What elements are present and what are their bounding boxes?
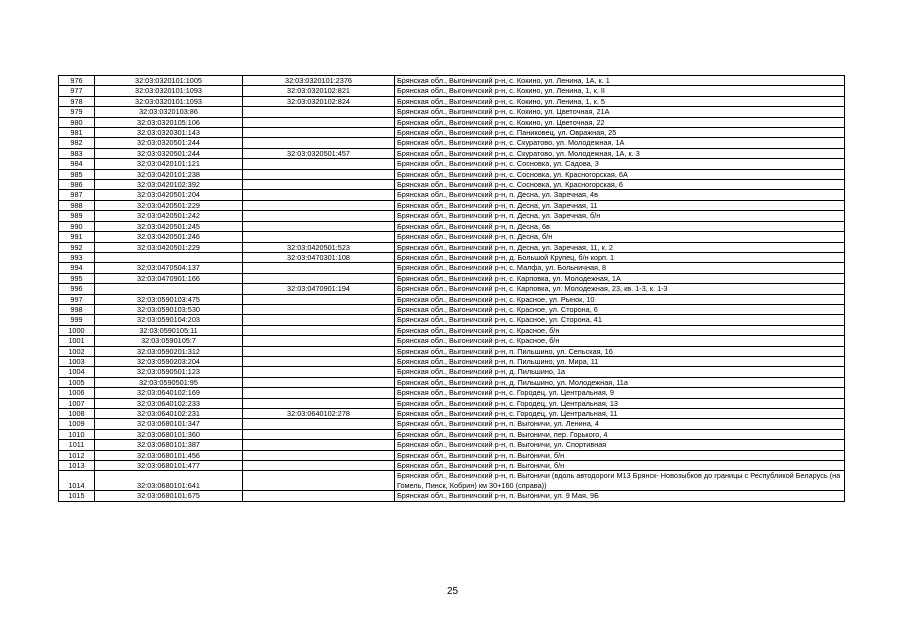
row-number-cell: 984 — [59, 159, 95, 169]
row-number-cell: 1002 — [59, 346, 95, 356]
table-row — [59, 304, 845, 314]
table-row — [59, 461, 845, 471]
row-number-cell: 996 — [59, 284, 95, 294]
row-number-cell: 1004 — [59, 367, 95, 377]
cadastral-number-cell: 32:03:0680101:347 — [95, 419, 243, 429]
table-row — [59, 200, 845, 210]
address-cell: Брянская обл., Выгоничский р-н, с. Городец, ул. Центральная, 13 — [395, 398, 845, 408]
address-cell: Брянская обл., Выгоничский р-н, с. Городец, ул. Центральная, 11 — [395, 409, 845, 419]
table-row — [59, 96, 845, 106]
linked-cadastral-number-cell — [243, 315, 395, 325]
address-cell: Брянская обл., Выгоничский р-н, п. Пильшино, ул. Мира, 11 — [395, 356, 845, 366]
row-number-cell: 987 — [59, 190, 95, 200]
row-number-cell: 985 — [59, 169, 95, 179]
row-number-cell: 1008 — [59, 409, 95, 419]
row-number-cell: 1001 — [59, 336, 95, 346]
cadastral-number-cell: 32:03:0590501:95 — [95, 377, 243, 387]
linked-cadastral-number-cell — [243, 346, 395, 356]
row-number-cell: 981 — [59, 128, 95, 138]
address-cell: Брянская обл., Выгоничский р-н, п. Выгоничи, ул. Спортивная — [395, 440, 845, 450]
linked-cadastral-number-cell — [243, 388, 395, 398]
cadastral-number-cell: 32:03:0680101:456 — [95, 450, 243, 460]
linked-cadastral-number-cell: 32:03:0640102:278 — [243, 409, 395, 419]
table-row — [59, 315, 845, 325]
cadastral-number-cell: 32:03:0420102:392 — [95, 180, 243, 190]
cadastral-number-cell: 32:03:0420501:229 — [95, 200, 243, 210]
cadastral-number-cell: 32:03:0420501:242 — [95, 211, 243, 221]
linked-cadastral-number-cell: 32:03:0320101:2376 — [243, 76, 395, 86]
address-cell: Брянская обл., Выгоничский р-н, с. Кокино, ул. Цветочная, 21А — [395, 107, 845, 117]
row-number-cell: 1006 — [59, 388, 95, 398]
table-row — [59, 263, 845, 273]
table-row — [59, 346, 845, 356]
address-cell: Брянская обл., Выгоничский р-н, с. Красное, ул. Сторона, 6 — [395, 304, 845, 314]
table-row — [59, 409, 845, 419]
table-row — [59, 128, 845, 138]
table-row — [59, 398, 845, 408]
linked-cadastral-number-cell — [243, 180, 395, 190]
row-number-cell: 991 — [59, 232, 95, 242]
linked-cadastral-number-cell — [243, 367, 395, 377]
linked-cadastral-number-cell — [243, 273, 395, 283]
linked-cadastral-number-cell — [243, 221, 395, 231]
row-number-cell: 1014 — [59, 471, 95, 491]
table-row — [59, 107, 845, 117]
address-cell: Брянская обл., Выгоничский р-н, п. Выгоничи, ул. Ленина, 4 — [395, 419, 845, 429]
row-number-cell: 999 — [59, 315, 95, 325]
table-row — [59, 284, 845, 294]
address-cell: Брянская обл., Выгоничский р-н, с. Кокино, ул. Ленина, 1, к. II — [395, 86, 845, 96]
cadastral-number-cell: 32:03:0590501:123 — [95, 367, 243, 377]
linked-cadastral-number-cell — [243, 159, 395, 169]
cadastral-number-cell: 32:03:0320101:1005 — [95, 76, 243, 86]
row-number-cell: 989 — [59, 211, 95, 221]
cadastral-number-cell: 32:03:0420501:204 — [95, 190, 243, 200]
cadastral-number-cell: 32:03:0420501:245 — [95, 221, 243, 231]
address-cell: Брянская обл., Выгоничский р-н, с. Красное, ул. Рынок, 10 — [395, 294, 845, 304]
row-number-cell: 1015 — [59, 491, 95, 501]
row-number-cell: 1012 — [59, 450, 95, 460]
linked-cadastral-number-cell — [243, 263, 395, 273]
cadastral-number-cell: 32:03:0590103:475 — [95, 294, 243, 304]
address-cell: Брянская обл., Выгоничский р-н, д. Большой Крупец, б/н корп. 1 — [395, 252, 845, 262]
linked-cadastral-number-cell: 32:03:0320501:457 — [243, 148, 395, 158]
address-cell: Брянская обл., Выгоничский р-н, с. Скуратово, ул. Молодежная, 1А — [395, 138, 845, 148]
row-number-cell: 976 — [59, 76, 95, 86]
address-cell: Брянская обл., Выгоничский р-н, с. Красное, б/н — [395, 325, 845, 335]
row-number-cell: 983 — [59, 148, 95, 158]
linked-cadastral-number-cell — [243, 128, 395, 138]
address-cell: Брянская обл., Выгоничский р-н, п. Десна, ул. Заречная, 11 — [395, 200, 845, 210]
address-cell: Брянская обл., Выгоничский р-н, п. Выгоничи, б/н — [395, 461, 845, 471]
address-cell: Брянская обл., Выгоничский р-н, с. Паниковец, ул. Овражная, 25 — [395, 128, 845, 138]
row-number-cell: 977 — [59, 86, 95, 96]
address-cell: Брянская обл., Выгоничский р-н, п. Десна, ул. Заречная, 11, к. 2 — [395, 242, 845, 252]
address-cell: Брянская обл., Выгоничский р-н, с. Красное, ул. Сторона, 41 — [395, 315, 845, 325]
row-number-cell: 1007 — [59, 398, 95, 408]
address-cell: Брянская обл., Выгоничский р-н, с. Карповка, ул. Молодежная, 23, кв. 1-3, к. 1-3 — [395, 284, 845, 294]
linked-cadastral-number-cell: 32:03:0470901:194 — [243, 284, 395, 294]
row-number-cell: 1013 — [59, 461, 95, 471]
table-row — [59, 232, 845, 242]
linked-cadastral-number-cell — [243, 325, 395, 335]
row-number-cell: 1005 — [59, 377, 95, 387]
address-cell: Брянская обл., Выгоничский р-н, п. Десна, 6в — [395, 221, 845, 231]
address-cell: Брянская обл., Выгоничский р-н, с. Сосновка, ул. Красногорская, 6 — [395, 180, 845, 190]
linked-cadastral-number-cell — [243, 294, 395, 304]
cadastral-number-cell: 32:03:0640102:233 — [95, 398, 243, 408]
address-cell: Брянская обл., Выгоничский р-н, п. Выгоничи, ул. 9 Мая, 9Б — [395, 491, 845, 501]
linked-cadastral-number-cell — [243, 169, 395, 179]
cadastral-number-cell: 32:03:0470504:137 — [95, 263, 243, 273]
address-cell: Брянская обл., Выгоничский р-н, с. Сосновка, ул. Красногорская, 6А — [395, 169, 845, 179]
cadastral-number-cell: 32:03:0420501:229 — [95, 242, 243, 252]
table-row — [59, 377, 845, 387]
cadastral-number-cell: 32:03:0320101:1093 — [95, 96, 243, 106]
address-cell: Брянская обл., Выгоничский р-н, п. Десна, б/н — [395, 232, 845, 242]
cadastral-number-cell: 32:03:0680101:675 — [95, 491, 243, 501]
linked-cadastral-number-cell — [243, 398, 395, 408]
table-row — [59, 419, 845, 429]
linked-cadastral-number-cell: 32:03:0420501:523 — [243, 242, 395, 252]
page-number: 25 — [446, 586, 459, 597]
table-row — [59, 211, 845, 221]
row-number-cell: 995 — [59, 273, 95, 283]
row-number-cell: 998 — [59, 304, 95, 314]
address-cell: Брянская обл., Выгоничский р-н, д. Пильшино, 1а — [395, 367, 845, 377]
table-row — [59, 273, 845, 283]
cadastral-number-cell: 32:03:0470901:166 — [95, 273, 243, 283]
address-cell: Брянская обл., Выгоничский р-н, п. Выгоничи (вдоль автодороги М13 Брянск- Новозыбков до границы с Республикой Беларусь (на Гомель, Пинск, Кобрин) км 30+160 (справа)) — [395, 471, 845, 491]
table-row — [59, 159, 845, 169]
table-row — [59, 367, 845, 377]
registry-table-body — [59, 76, 845, 502]
cadastral-number-cell: 32:03:0590105:11 — [95, 325, 243, 335]
linked-cadastral-number-cell: 32:03:0320102:821 — [243, 86, 395, 96]
cadastral-number-cell: 32:03:0320301:143 — [95, 128, 243, 138]
linked-cadastral-number-cell: 32:03:0320102:824 — [243, 96, 395, 106]
linked-cadastral-number-cell — [243, 200, 395, 210]
linked-cadastral-number-cell — [243, 232, 395, 242]
cadastral-number-cell: 32:03:0680101:477 — [95, 461, 243, 471]
cadastral-number-cell: 32:03:0640102:169 — [95, 388, 243, 398]
linked-cadastral-number-cell — [243, 429, 395, 439]
row-number-cell: 1009 — [59, 419, 95, 429]
linked-cadastral-number-cell — [243, 461, 395, 471]
linked-cadastral-number-cell — [243, 471, 395, 491]
row-number-cell: 997 — [59, 294, 95, 304]
row-number-cell: 992 — [59, 242, 95, 252]
cadastral-number-cell: 32:03:0680101:360 — [95, 429, 243, 439]
table-row — [59, 252, 845, 262]
table-row — [59, 117, 845, 127]
address-cell: Брянская обл., Выгоничский р-н, с. Кокино, ул. Ленина, 1, к. 5 — [395, 96, 845, 106]
linked-cadastral-number-cell: 32:03:0470301:108 — [243, 252, 395, 262]
address-cell: Брянская обл., Выгоничский р-н, с. Кокино, ул. Ленина, 1А, к. 1 — [395, 76, 845, 86]
row-number-cell: 990 — [59, 221, 95, 231]
row-number-cell: 980 — [59, 117, 95, 127]
cadastral-number-cell: 32:03:0320105:106 — [95, 117, 243, 127]
row-number-cell: 979 — [59, 107, 95, 117]
registry-table — [58, 75, 845, 502]
table-row — [59, 138, 845, 148]
row-number-cell: 1000 — [59, 325, 95, 335]
row-number-cell: 978 — [59, 96, 95, 106]
linked-cadastral-number-cell — [243, 450, 395, 460]
address-cell: Брянская обл., Выгоничский р-н, с. Скуратово, ул. Молодежная, 1А, к. 3 — [395, 148, 845, 158]
table-row — [59, 190, 845, 200]
address-cell: Брянская обл., Выгоничский р-н, с. Сосновка, ул. Садова, 3 — [395, 159, 845, 169]
cadastral-number-cell: 32:03:0320501:244 — [95, 138, 243, 148]
row-number-cell: 1011 — [59, 440, 95, 450]
row-number-cell: 986 — [59, 180, 95, 190]
cadastral-number-cell: 32:03:0320103:86 — [95, 107, 243, 117]
cadastral-number-cell: 32:03:0320501:244 — [95, 148, 243, 158]
table-row — [59, 429, 845, 439]
cadastral-number-cell: 32:03:0420101:238 — [95, 169, 243, 179]
table-row — [59, 356, 845, 366]
row-number-cell: 982 — [59, 138, 95, 148]
row-number-cell: 1003 — [59, 356, 95, 366]
table-row — [59, 169, 845, 179]
linked-cadastral-number-cell — [243, 336, 395, 346]
table-row — [59, 86, 845, 96]
table-row — [59, 76, 845, 86]
table-row — [59, 471, 845, 491]
linked-cadastral-number-cell — [243, 491, 395, 501]
address-cell: Брянская обл., Выгоничский р-н, п. Десна, ул. Заречная, 4в — [395, 190, 845, 200]
linked-cadastral-number-cell — [243, 440, 395, 450]
cadastral-number-cell: 32:03:0420101:121 — [95, 159, 243, 169]
row-number-cell: 988 — [59, 200, 95, 210]
table-row — [59, 242, 845, 252]
address-cell: Брянская обл., Выгоничский р-н, с. Карповка, ул. Молодежная, 1А — [395, 273, 845, 283]
linked-cadastral-number-cell — [243, 377, 395, 387]
address-cell: Брянская обл., Выгоничский р-н, с. Кокино, ул. Цветочная, 22 — [395, 117, 845, 127]
table-row — [59, 450, 845, 460]
linked-cadastral-number-cell — [243, 117, 395, 127]
linked-cadastral-number-cell — [243, 419, 395, 429]
table-row — [59, 440, 845, 450]
cadastral-number-cell: 32:03:0590103:530 — [95, 304, 243, 314]
table-row — [59, 491, 845, 501]
linked-cadastral-number-cell — [243, 190, 395, 200]
table-row — [59, 336, 845, 346]
address-cell: Брянская обл., Выгоничский р-н, п. Десна, ул. Заречная, б/н — [395, 211, 845, 221]
cadastral-number-cell — [95, 284, 243, 294]
cadastral-number-cell: 32:03:0590201:312 — [95, 346, 243, 356]
table-row — [59, 148, 845, 158]
cadastral-number-cell: 32:03:0640102:231 — [95, 409, 243, 419]
cadastral-number-cell: 32:03:0680101:387 — [95, 440, 243, 450]
address-cell: Брянская обл., Выгоничский р-н, п. Пильшино, ул. Сельская, 16 — [395, 346, 845, 356]
address-cell: Брянская обл., Выгоничский р-н, с. Городец, ул. Центральная, 9 — [395, 388, 845, 398]
cadastral-number-cell: 32:03:0590104:203 — [95, 315, 243, 325]
table-row — [59, 180, 845, 190]
address-cell: Брянская обл., Выгоничский р-н, с. Малфа, ул. Больничная, 8 — [395, 263, 845, 273]
linked-cadastral-number-cell — [243, 304, 395, 314]
cadastral-number-cell: 32:03:0320101:1093 — [95, 86, 243, 96]
linked-cadastral-number-cell — [243, 138, 395, 148]
linked-cadastral-number-cell — [243, 107, 395, 117]
row-number-cell: 994 — [59, 263, 95, 273]
table-row — [59, 221, 845, 231]
cadastral-number-cell: 32:03:0680101:641 — [95, 471, 243, 491]
address-cell: Брянская обл., Выгоничский р-н, п. Выгоничи, б/н — [395, 450, 845, 460]
cadastral-number-cell: 32:03:0420501:246 — [95, 232, 243, 242]
address-cell: Брянская обл., Выгоничский р-н, д. Пильшино, ул. Молодежная, 11а — [395, 377, 845, 387]
table-row — [59, 294, 845, 304]
row-number-cell: 993 — [59, 252, 95, 262]
linked-cadastral-number-cell — [243, 356, 395, 366]
table-row — [59, 388, 845, 398]
cadastral-number-cell: 32:03:0590203:204 — [95, 356, 243, 366]
cadastral-number-cell — [95, 252, 243, 262]
linked-cadastral-number-cell — [243, 211, 395, 221]
cadastral-number-cell: 32:03:0590105:7 — [95, 336, 243, 346]
address-cell: Брянская обл., Выгоничский р-н, п. Выгоничи, пер. Горького, 4 — [395, 429, 845, 439]
table-row — [59, 325, 845, 335]
row-number-cell: 1010 — [59, 429, 95, 439]
address-cell: Брянская обл., Выгоничский р-н, с. Красное, б/н — [395, 336, 845, 346]
